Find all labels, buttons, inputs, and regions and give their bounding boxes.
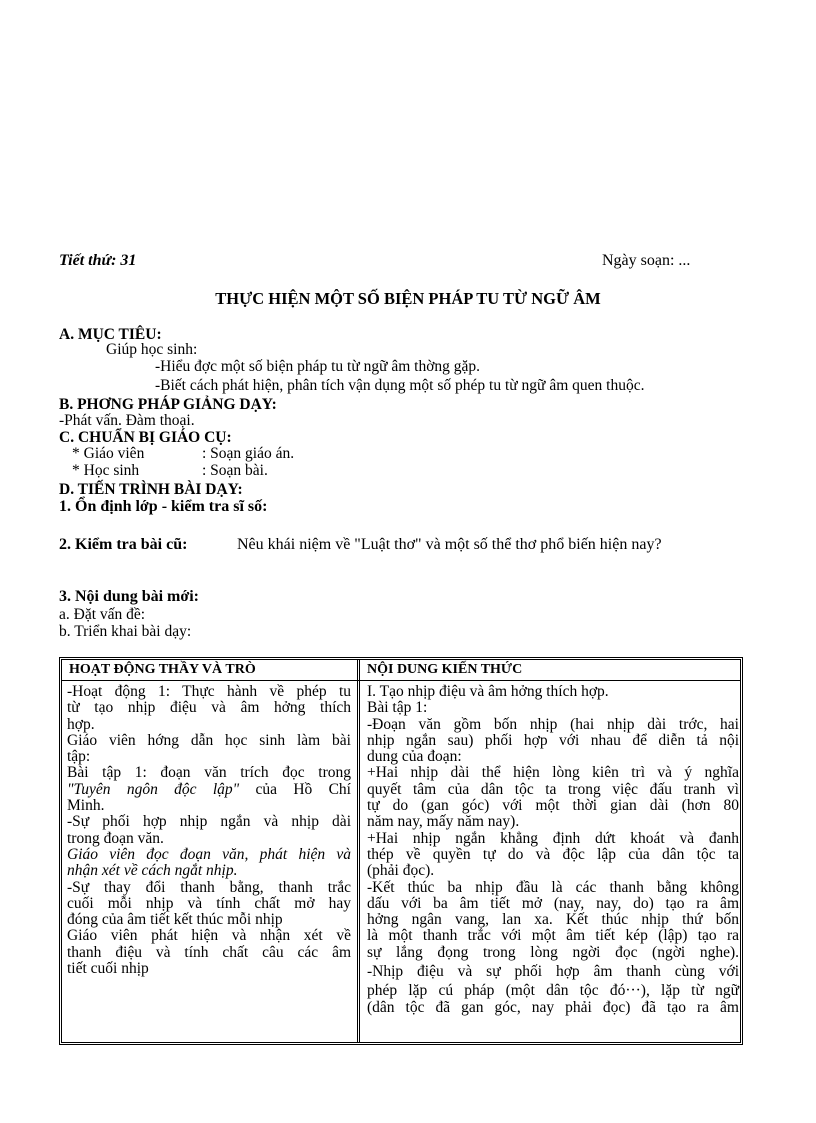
- activity-line: tập:: [67, 748, 91, 766]
- activity-line: -Sự thay đổi thanh bằng, thanh trắc: [67, 878, 351, 896]
- section-c-heading: C. CHUẨN BỊ GIÁO CỤ:: [59, 429, 232, 446]
- content-line: (phải đọc).: [367, 862, 435, 880]
- activity-line: Bài tập 1: đoạn văn trích đọc trong: [67, 764, 351, 782]
- activity-line: -Sự phối hợp nhịp ngắn và nhịp dài: [67, 813, 351, 831]
- section-b-text: -Phát vấn. Đàm thoại.: [59, 412, 195, 429]
- content-column: [367, 684, 739, 1016]
- step-3-a: a. Đặt vấn đề:: [59, 606, 146, 623]
- content-line: quyết tâm của dân tộc ta trong việc đấu tranh vì: [367, 780, 739, 798]
- student-value: : Soạn bài.: [202, 462, 268, 479]
- step-3: 3. Nội dung bài mới:: [59, 588, 199, 605]
- content-line: thép về quyền tự do và độc lập của dân tộc ta: [367, 845, 739, 863]
- content-line: hởng ngân vang, lan xa. Kết thúc nhịp thứ bốn: [367, 911, 739, 929]
- activity-line: hợp.: [67, 715, 95, 733]
- objective-item: -Hiểu đợc một số biện pháp tu từ ngữ âm thờng gặp.: [155, 358, 481, 375]
- content-line: Bài tập 1:: [367, 699, 428, 717]
- content-line: nhịp ngắn sau) phối hợp với nhau để diễn tả nội: [367, 731, 739, 749]
- activity-line: Minh.: [67, 797, 105, 815]
- step-2-question: Nêu khái niệm về "Luật thơ" và một số thể thơ phổ biến hiện nay?: [237, 536, 662, 553]
- activity-line: Giáo viên đọc đoạn văn, phát hiện và: [67, 845, 351, 863]
- content-line: +Hai nhịp ngắn khẳng định dứt khoát và đanh: [367, 829, 739, 847]
- step-3-b: b. Triển khai bài dạy:: [59, 623, 192, 640]
- col2-header: NỘI DUNG KIẾN THỨC: [367, 662, 523, 677]
- activity-italic: "Tuyên ngôn độc lập": [67, 780, 240, 798]
- activity-line: trong đoạn văn.: [67, 829, 164, 847]
- header-divider: [62, 680, 740, 681]
- student-label: * Học sinh: [72, 462, 140, 479]
- activity-line: "Tuyên ngôn độc lập" của Hồ Chí: [67, 780, 351, 798]
- activity-line: đóng của âm tiết kết thúc mỗi nhịp: [67, 911, 283, 929]
- activity-line: Giáo viên phát hiện và nhận xét về: [67, 927, 351, 945]
- content-line: là một thanh trắc với một âm tiết kép (lập) tạo ra: [367, 927, 739, 945]
- activities-column: [67, 684, 351, 977]
- content-line: -Kết thúc ba nhịp đầu là các thanh bằng không: [367, 878, 739, 896]
- content-line: dung của đoạn:: [367, 748, 462, 766]
- content-line: tự do (gan góc) với một thời gian dài (hơn 80: [367, 797, 739, 815]
- content-line: năm nay, mấy năm nay).: [367, 813, 520, 831]
- content-line: sự lắng đọng trong lòng ngời đọc (ngời nghe).: [367, 943, 739, 961]
- activity-line: thanh điệu và tính chất câu các âm: [67, 943, 351, 961]
- teacher-value: : Soạn giáo án.: [202, 445, 295, 462]
- activity-line: từ tạo nhịp điệu và âm hởng thích: [67, 699, 351, 717]
- col1-header: HOẠT ĐỘNG THẦY VÀ TRÒ: [69, 662, 256, 677]
- section-d-heading: D. TIẾN TRÌNH BÀI DẠY:: [59, 481, 243, 498]
- activity-line: tiết cuối nhịp: [67, 960, 149, 978]
- prep-date: Ngày soạn: ...: [602, 252, 691, 269]
- step-1: 1. Ổn định lớp - kiểm tra sĩ số:: [59, 498, 268, 515]
- step-2-label: 2. Kiểm tra bài cũ:: [59, 536, 188, 553]
- activity-line: cuối mỗi nhịp và tính chất mở hay: [67, 894, 351, 912]
- section-a-intro: Giúp học sinh:: [106, 341, 198, 358]
- column-divider: [357, 660, 360, 1042]
- content-line: phép lặp cú pháp (một dân tộc đó···), lặp từ ngữ: [367, 982, 739, 1000]
- objective-item: -Biết cách phát hiện, phân tích vận dụng một số phép tu từ ngữ âm quen thuộc.: [155, 377, 645, 394]
- section-a-heading: A. MỤC TIÊU:: [59, 326, 162, 343]
- section-b-heading: B. PHƠNG PHÁP GIẢNG DẠY:: [59, 396, 277, 413]
- teacher-label: * Giáo viên: [72, 445, 145, 462]
- lesson-table: [59, 657, 743, 1045]
- content-line: I. Tạo nhịp điệu và âm hởng thích hợp.: [367, 683, 609, 700]
- page-title: THỰC HIỆN MỘT SỐ BIỆN PHÁP TU TỪ NGỮ ÂM: [215, 289, 601, 308]
- content-line: (dân tộc đã gan góc, nay phải đọc) đã tạo ra âm: [367, 998, 739, 1016]
- content-line: -Đoạn văn gồm bốn nhịp (hai nhịp dài trớc, hai: [367, 715, 739, 733]
- content-line: dấu với ba âm tiết mở (nay, nay, do) tạo ra âm: [367, 894, 739, 912]
- activity-line: -Hoạt động 1: Thực hành về phép tu: [67, 683, 351, 700]
- content-line: -Nhịp điệu và sự phối hợp âm thanh cùng với: [367, 963, 739, 981]
- lesson-number: Tiết thứ: 31: [59, 252, 137, 269]
- activity-line: Giáo viên hớng dẫn học sinh làm bài: [67, 731, 351, 749]
- activity-line: nhận xét về cách ngắt nhịp.: [67, 862, 238, 880]
- content-line: +Hai nhịp dài thể hiện lòng kiên trì và ý nghĩa: [367, 764, 739, 782]
